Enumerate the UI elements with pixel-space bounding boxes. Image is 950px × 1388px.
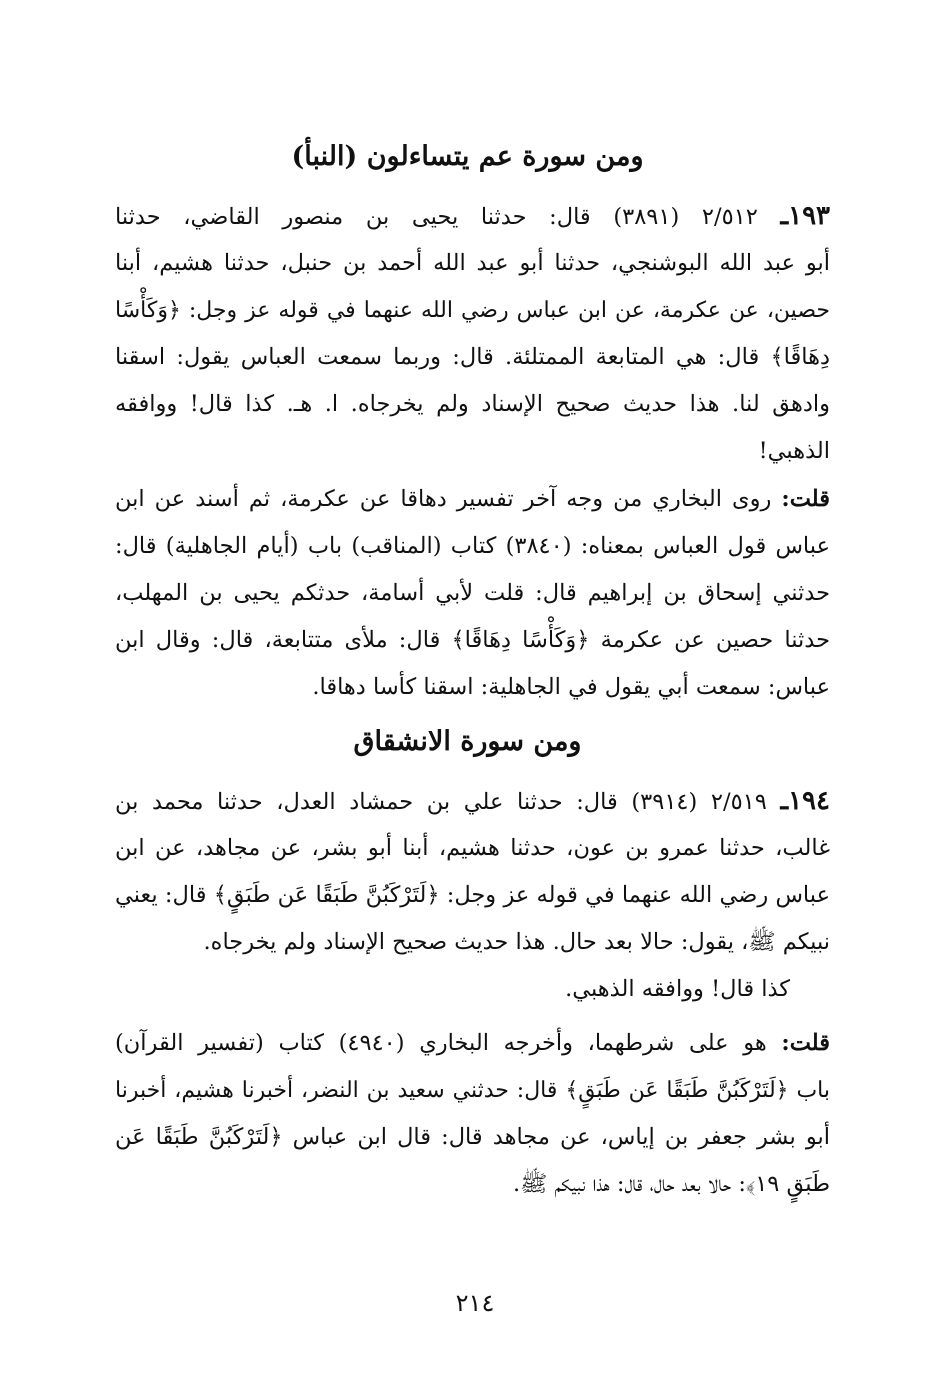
text-line: حدثني إسحاق بن إبراهيم قال: قلت لأبي أسامة، حدثكم يحيى بن المهلب، — [115, 580, 830, 606]
page-number: ٢١٤ — [455, 1289, 495, 1317]
text-line: باب ﴿لَتَرْكَبُنَّ طَبَقًا عَن طَبَقٍ﴾ قال: حدثني سعيد بن النضر، أخبرنا هشيم، أخبرنا — [115, 1078, 830, 1103]
text-line: قلت: روى البخاري من وجه آخر تفسير دهاقا عن عكرمة، ثم أسند عن ابن — [115, 486, 830, 512]
text-line: عباس قول العباس بمعناه: (٣٨٤٠) كتاب (المناقب) باب (أيام الجاهلية) قال: — [115, 533, 830, 559]
text-line: غالب، حدثنا عمرو بن عون، حدثنا هشيم، أبنا أبو بشر، عن مجاهد، عن ابن — [115, 835, 830, 861]
hadith-194 — [115, 778, 830, 1013]
hadith-number: ١٩٣ـ — [780, 201, 831, 231]
hadith-number: ١٩٤ـ — [780, 786, 830, 816]
comment-label: قلت: — [781, 1030, 830, 1056]
text-line: عباس: سمعت أبي يقول في الجاهلية: اسقنا كأسا دهاقا. — [312, 674, 830, 700]
text-line: أبو بشر جعفر بن إياس، عن مجاهد قال: قال ابن عباس ﴿لَتَرْكَبُنَّ طَبَقًا عَن — [115, 1124, 830, 1150]
hadith-193 — [115, 193, 830, 475]
comment-193 — [115, 476, 830, 711]
text-line: أبو عبد الله البوشنجي، حدثنا أبو عبد الله أحمد بن حنبل، حدثنا هشيم، أبنا — [115, 250, 830, 276]
text-line: دِهَاقًا﴾ قال: هي المتابعة الممتلئة. قال: وربما سمعت العباس يقول: اسقنا — [115, 344, 830, 370]
section-heading-naba: ومن سورة عم يتساءلون (النبأ) — [291, 141, 644, 172]
text-line: حصين، عن عكرمة، عن ابن عباس رضي الله عنهما في قوله عز وجل: ﴿وَكَأْسًا — [115, 298, 830, 323]
text-line: قلت: هو على شرطهما، وأخرجه البخاري (٤٩٤٠) كتاب (تفسير القرآن) — [115, 1030, 830, 1056]
text-line: حدثنا حصين عن عكرمة ﴿وَكَأْسًا دِهَاقًا﴾ قال: ملأى متتابعة، قال: وقال ابن — [115, 627, 830, 653]
text-line: كذا قال! ووافقه الذهبي. — [565, 976, 790, 1002]
text-line: وادهق لنا. هذا حديث صحيح الإسناد ولم يخرجاه. ا. هـ. كذا قال! ووافقه — [115, 391, 830, 417]
section-heading-inshiqaq: ومن سورة الانشقاق — [353, 726, 582, 757]
text-line: ١٩٤ـ ٢/٥١٩ (٣٩١٤) قال: حدثنا علي بن حمشاد العدل، حدثنا محمد بن — [115, 786, 830, 816]
text-line: نبيكم ﷺ، يقول: حالا بعد حال. هذا حديث صحيح الإسناد ولم يخرجاه. — [203, 929, 830, 955]
text-line: طَبَقٍ ١٩﴾: حالا بعد حال، قال: هذا نبيكم ﷺ. — [512, 1171, 830, 1197]
text-line: ١٩٣ـ ٢/٥١٢ (٣٨٩١) قال: حدثنا يحيى بن منصور القاضي، حدثنا — [115, 201, 831, 231]
text-line: الذهبي! — [758, 438, 830, 464]
comment-label: قلت: — [781, 486, 830, 512]
text-line: عباس رضي الله عنهما في قوله عز وجل: ﴿لَتَرْكَبُنَّ طَبَقًا عَن طَبَقٍ﴾ قال: يعني — [115, 882, 830, 908]
comment-194 — [115, 1020, 830, 1208]
